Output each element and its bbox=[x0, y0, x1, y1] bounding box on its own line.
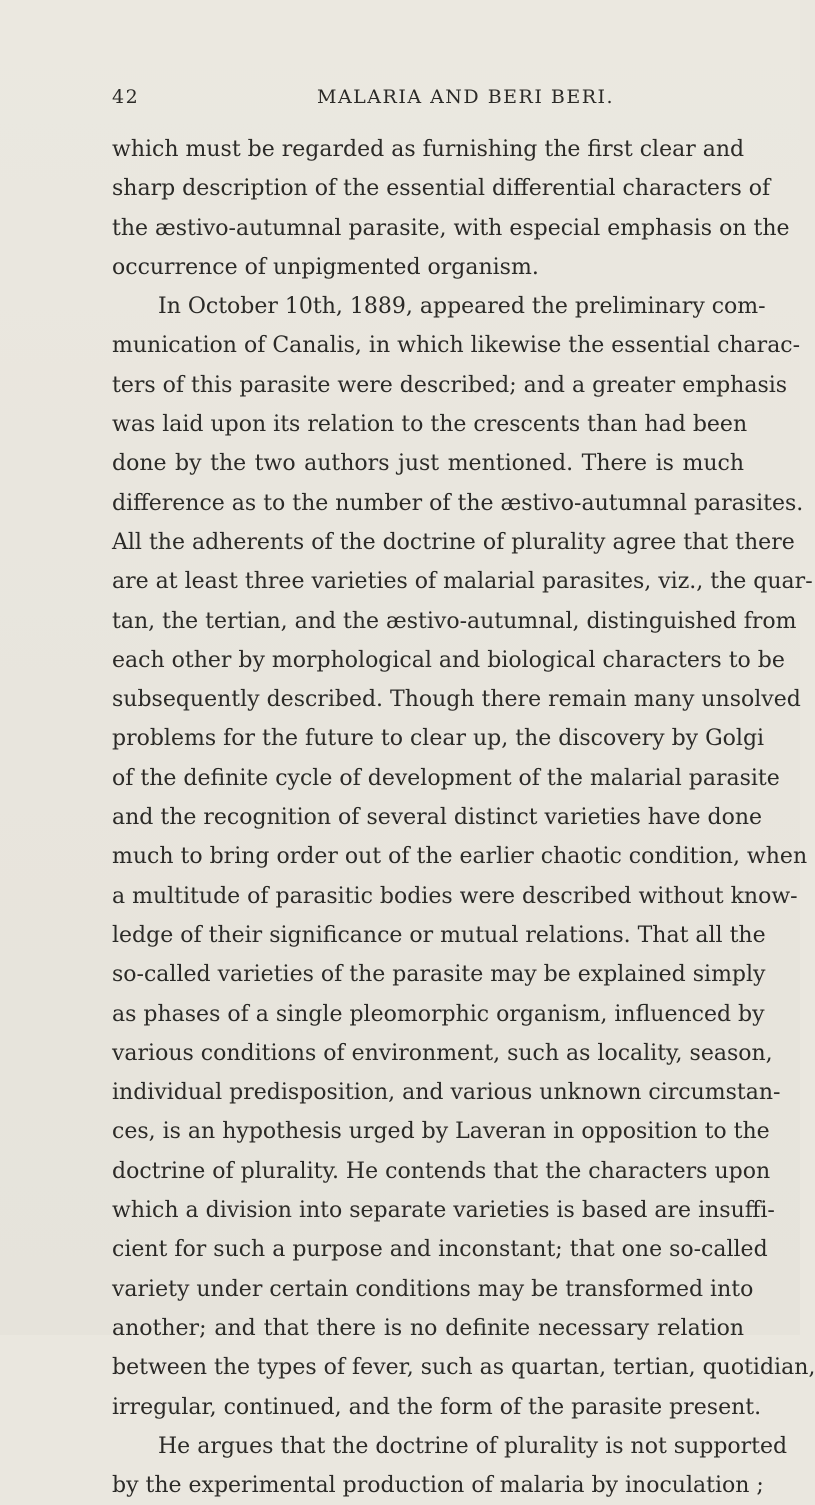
text-line: each other by morphological and biological characters to be bbox=[112, 647, 785, 673]
text-line: sharp description of the essential differential characters of bbox=[112, 176, 771, 202]
text-line: munication of Canalis, in which likewise the essential charac- bbox=[112, 333, 801, 359]
text-line: by the experimental production of malaria by inoculation ; bbox=[112, 1473, 764, 1499]
text-line: ces, is an hypothesis urged by Laveran in opposition to the bbox=[112, 1119, 770, 1145]
text-line: ledge of their significance or mutual relations. That all the bbox=[112, 922, 766, 948]
text-line: done by the two authors just mentioned. There is much bbox=[112, 451, 744, 477]
text-line: difference as to the number of the æstivo-autumnal parasites. bbox=[112, 490, 804, 516]
text-line: which a division into separate varieties is based are insuffi- bbox=[112, 1198, 775, 1224]
text-line: occurrence of unpigmented organism. bbox=[112, 254, 539, 280]
text-line: He argues that the doctrine of plurality is not supported bbox=[158, 1433, 788, 1459]
running-head: MALARIA AND BERI BERI. bbox=[317, 86, 615, 108]
text-line: ters of this parasite were described; and a greater emphasis bbox=[112, 372, 788, 398]
text-line: much to bring order out of the earlier chaotic condition, when bbox=[112, 844, 808, 870]
text-line: irregular, continued, and the form of the parasite present. bbox=[112, 1394, 762, 1420]
text-line: problems for the future to clear up, the discovery by Golgi bbox=[112, 726, 765, 752]
text-line: various conditions of environment, such as locality, season, bbox=[112, 1040, 773, 1066]
text-line: In October 10th, 1889, appeared the preliminary com- bbox=[158, 294, 766, 320]
text-line: doctrine of plurality. He contends that the characters upon bbox=[112, 1158, 771, 1184]
text-line: was laid upon its relation to the crescents than had been bbox=[112, 412, 748, 438]
text-line: another; and that there is no definite necessary relation bbox=[112, 1315, 744, 1341]
text-line: variety under certain conditions may be transformed into bbox=[112, 1276, 754, 1302]
text-line: so-called varieties of the parasite may be explained simply bbox=[112, 962, 766, 988]
text-line: as phases of a single pleomorphic organism, influenced by bbox=[112, 1001, 765, 1027]
text-line: which must be regarded as furnishing the first clear and bbox=[112, 137, 745, 162]
text-line: a multitude of parasitic bodies were described without know- bbox=[112, 883, 798, 909]
text-line: tan, the tertian, and the æstivo-autumnal, distinguished from bbox=[112, 608, 797, 634]
text-line: the æstivo-autumnal parasite, with especial emphasis on the bbox=[112, 215, 790, 241]
text-line: cient for such a purpose and inconstant; that one so-called bbox=[112, 1237, 768, 1263]
text-line: are at least three varieties of malarial parasites, viz., the quar- bbox=[112, 569, 813, 595]
page-header bbox=[112, 86, 744, 120]
text-line: All the adherents of the doctrine of plurality agree that there bbox=[112, 529, 795, 555]
text-line: individual predisposition, and various unknown circumstan- bbox=[112, 1080, 781, 1106]
page-number: 42 bbox=[112, 86, 140, 108]
text-line: subsequently described. Though there remain many unsolved bbox=[112, 687, 801, 713]
text-line: between the types of fever, such as quartan, tertian, quotidian, bbox=[112, 1355, 815, 1381]
text-line: and the recognition of several distinct varieties have done bbox=[112, 805, 763, 831]
text-line: of the definite cycle of development of the malarial parasite bbox=[112, 765, 780, 791]
body-text bbox=[112, 130, 815, 1505]
